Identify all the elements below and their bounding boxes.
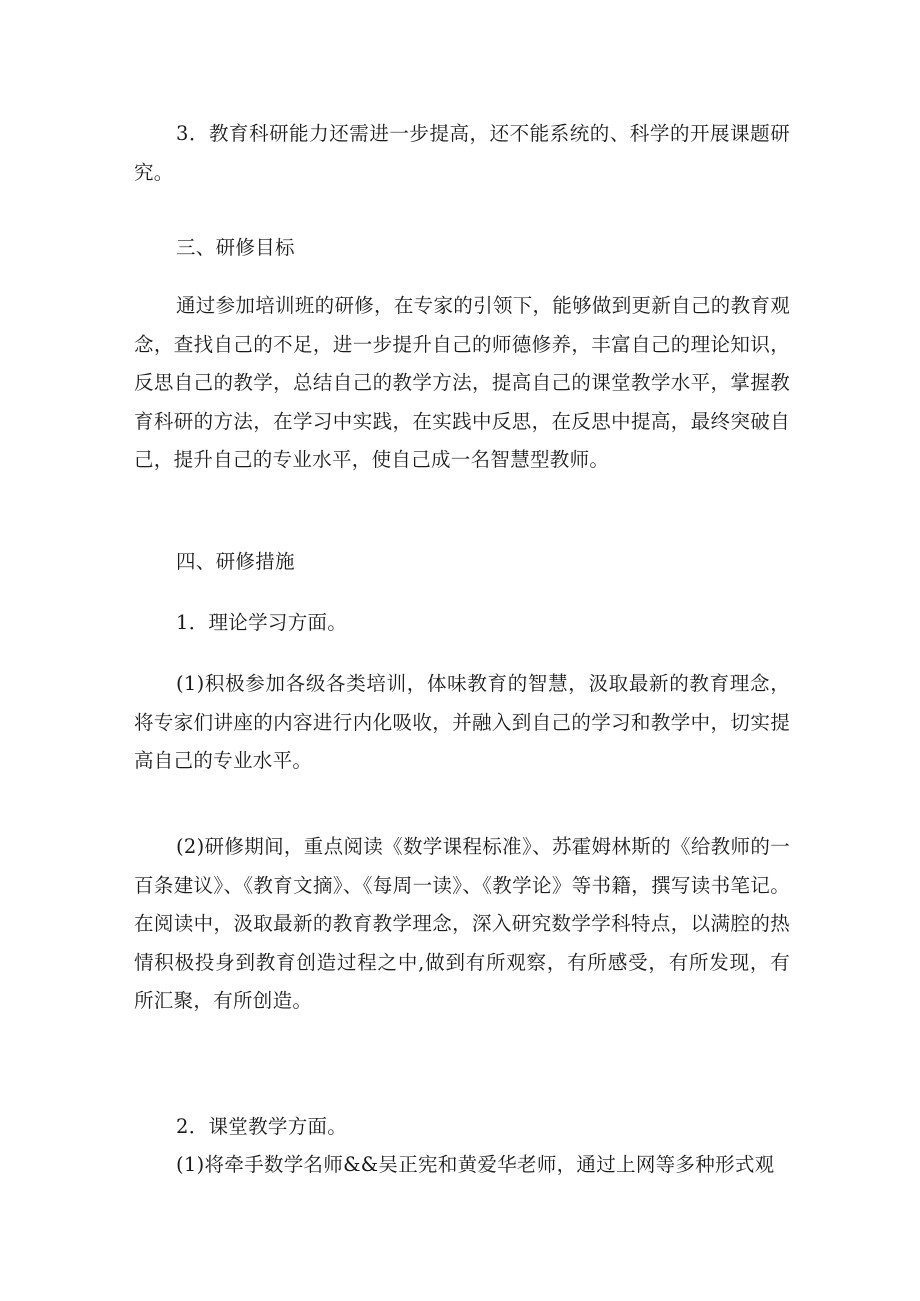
- section-heading-goals: 三、研修目标: [176, 236, 295, 259]
- paragraph-classroom-1: (1)将牵手数学名师&&吴正宪和黄爱华老师，通过上网等多种形式观: [176, 1153, 775, 1176]
- subsection-heading-classroom: 2．课堂教学方面。: [176, 1115, 348, 1138]
- paragraph-theory-2: (2)研修期间，重点阅读《数学课程标准》、苏霍姆林斯的《给教师的一百条建议》、《教育文摘》、《每周一读》、《教学论》等书籍，撰写读书笔记。在阅读中，汲取最新的教育教学理念，深入研究数学学科特点，以满腔的热情积极投身到教育创造过程之中,做到有所观察，有所感受，有所发现，有所汇聚，有所创造。: [134, 835, 790, 1012]
- paragraph-theory-1: (1)积极参加各级各类培训，体味教育的智慧，汲取最新的教育理念，将专家们讲座的内容进行内化吸收，并融入到自己的学习和教学中，切实提高自己的专业水平。: [134, 672, 790, 772]
- section-heading-measures: 四、研修措施: [176, 550, 295, 573]
- subsection-heading-theory: 1．理论学习方面。: [176, 611, 348, 634]
- paragraph-item-3: 3．教育科研能力还需进一步提高，还不能系统的、科学的开展课题研究。: [134, 122, 790, 184]
- paragraph-goals: 通过参加培训班的研修，在专家的引领下，能够做到更新自己的教育观念，查找自己的不足，进一步提升自己的师德修养，丰富自己的理论知识，反思自己的教学，总结自己的教学方法，提高自己的课堂教学水平，掌握教育科研的方法，在学习中实践，在实践中反思，在反思中提高，最终突破自己，提升自己的专业水平，使自己成一名智慧型教师。: [134, 294, 790, 471]
